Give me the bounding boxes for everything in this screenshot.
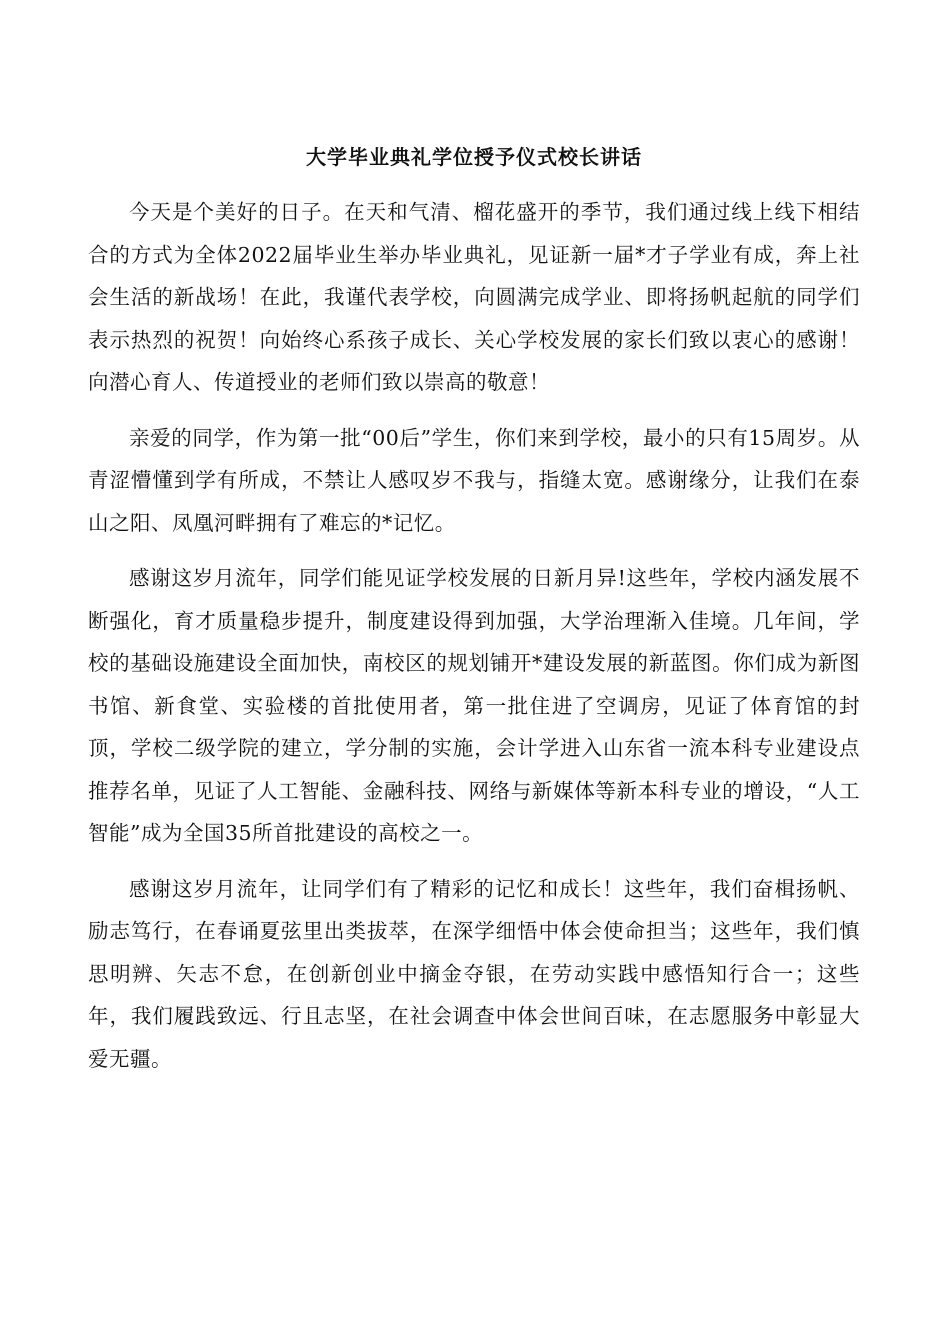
paragraph-1: 今天是个美好的日子。在天和气清、榴花盛开的季节，我们通过线上线下相结合的方式为全体2022届毕业生举办毕业典礼，见证新一届*才子学业有成，奔上社会生活的新战场！在此，我谨代表学校，向圆满完成学业、即将扬帆起航的同学们表示热烈的祝贺！向始终心系孩子成长、关心学校发展的家长们致以衷心的感谢！向潜心育人、传道授业的老师们致以崇高的敬意！ [88,200,860,394]
document-body [88,191,860,1093]
document-title: 大学毕业典礼学位授予仪式校长讲话 [306,145,642,169]
paragraph-3: 感谢这岁月流年，同学们能见证学校发展的日新月异!这些年，学校内涵发展不断强化，育才质量稳步提升，制度建设得到加强，大学治理渐入佳境。几年间，学校的基础设施建设全面加快，南校区的规划铺开*建设发展的新蓝图。你们成为新图书馆、新食堂、实验楼的首批使用者，第一批住进了空调房，见证了体育馆的封顶，学校二级学院的建立，学分制的实施，会计学进入山东省一流本科专业建设点推荐名单，见证了人工智能、金融科技、网络与新媒体等新本科专业的增设，“人工智能”成为全国35所首批建设的高校之一。 [88,566,860,845]
paragraph-4: 感谢这岁月流年，让同学们有了精彩的记忆和成长！这些年，我们奋楫扬帆、励志笃行，在春诵夏弦里出类拔萃，在深学细悟中体会使命担当；这些年，我们慎思明辨、矢志不怠，在创新创业中摘金夺银，在劳动实践中感悟知行合一；这些年，我们履践致远、行且志坚，在社会调查中体会世间百味，在志愿服务中彰显大爱无疆。 [88,876,860,1071]
paragraph-2: 亲爱的同学，作为第一批“00后”学生，你们来到学校，最小的只有15周岁。从青涩懵懂到学有所成，不禁让人感叹岁不我与，指缝太宽。感谢缘分，让我们在泰山之阳、凤凰河畔拥有了难忘的*记忆。 [88,425,860,535]
